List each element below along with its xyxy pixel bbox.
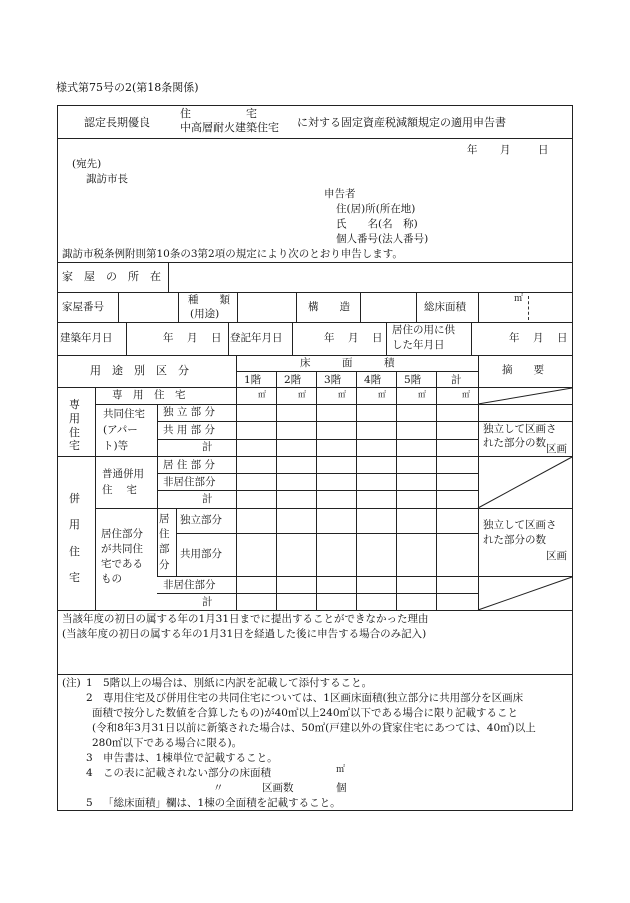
reason-line-1: 当該年度の初日の属する年の1月31日までに提出することができなかった理由 bbox=[62, 613, 429, 625]
remark-sections-1a: 独立して区画さ bbox=[483, 423, 557, 435]
build-date-year: 年 bbox=[163, 332, 174, 344]
remark-sections-2a: 独立して区画さ bbox=[483, 519, 557, 531]
floor-1-header: 1階 bbox=[244, 374, 262, 386]
exclusive-housing-label: 専用住宅 bbox=[69, 398, 80, 453]
shared-housing-label-3: ト)等 bbox=[103, 440, 129, 452]
floor-5-header: 5階 bbox=[404, 374, 422, 386]
independent-part-label: 独 立 部 分 bbox=[163, 406, 216, 418]
remark-sections-1b: れた部分の数 bbox=[483, 437, 546, 449]
mixed-shared-label-4: もの bbox=[101, 573, 122, 585]
form-number: 様式第75号の2(第18条関係) bbox=[56, 81, 199, 94]
title-prefix: 認定長期優良 bbox=[84, 116, 150, 129]
note-2-line-4: 280㎡以下である場合に限る)。 bbox=[92, 737, 243, 749]
build-date-month: 月 bbox=[187, 332, 198, 344]
note-4-ditto: 〃 bbox=[213, 782, 224, 794]
floor-area-header: 床 面 積 bbox=[300, 357, 395, 369]
remarks-header: 摘 要 bbox=[502, 364, 544, 376]
addressee-label: (宛先) bbox=[72, 158, 102, 170]
remark-sections-2b: れた部分の数 bbox=[483, 534, 546, 546]
note-1: 5階以上の場合は、別紙に内訳を記載して添付すること。 bbox=[103, 677, 373, 689]
note-2-line-2: 面積で按分した数値を合算したもの)が40㎡以上240㎡以下である場合に限り記載すること bbox=[92, 707, 518, 719]
note-2-line-1: 専用住宅及び併用住宅の共同住宅については、1区画床面積(独立部分に共用部分を区画床 bbox=[103, 692, 524, 704]
structure-label: 構 造 bbox=[308, 301, 350, 313]
unit-m2-3: ㎡ bbox=[338, 390, 346, 399]
ordinary-mixed-label-1: 普通併用 bbox=[102, 468, 144, 480]
common-part-label: 共 用 部 分 bbox=[163, 424, 216, 436]
applicant-label: 申告者 bbox=[324, 188, 356, 200]
kind-label: 種 類 bbox=[188, 294, 230, 306]
note-4: この表に記載されない部分の床面積 bbox=[103, 767, 271, 779]
reg-date-year: 年 bbox=[324, 332, 335, 344]
note-4-number: 4 bbox=[86, 767, 93, 779]
reg-date-day: 日 bbox=[372, 332, 383, 344]
note-4-sub: 区画数 bbox=[262, 782, 294, 794]
reg-date-label: 登記年月日 bbox=[230, 332, 283, 344]
date-month: 月 bbox=[500, 144, 511, 156]
applicant-number: 個人番号(法人番号) bbox=[336, 233, 429, 245]
ordinary-mixed-label-2: 住 宅 bbox=[102, 484, 137, 496]
declaration-text: 諏訪市税条例附則第10条の3第2項の規定により次のとおり申告します。 bbox=[62, 248, 403, 260]
total-area-label: 総床面積 bbox=[424, 301, 466, 313]
total-area-unit: ㎡ bbox=[514, 294, 524, 304]
non-residential-part-label: 非居住部分 bbox=[163, 476, 216, 488]
use-date-day: 日 bbox=[557, 332, 568, 344]
addressee-name: 諏訪市長 bbox=[86, 173, 128, 185]
shared-housing-label-1: 共同住宅 bbox=[103, 408, 145, 420]
floor-2-header: 2階 bbox=[284, 374, 302, 386]
use-date-label-2: した年月日 bbox=[392, 339, 445, 351]
remark-sections-2c: 区画 bbox=[546, 550, 567, 562]
applicant-name: 氏 名(名 称) bbox=[336, 218, 418, 230]
floor-total-header: 計 bbox=[451, 374, 462, 386]
note-2-number: 2 bbox=[86, 692, 93, 704]
title-option-highrise: 中高層耐火建築住宅 bbox=[180, 121, 279, 134]
kind-sub-label: (用途) bbox=[190, 308, 220, 320]
unit-m2-total: ㎡ bbox=[462, 390, 470, 399]
note-2-line-3: (令和8年3月31日以前に新築された場合は、50㎡(戸建以外の貸家住宅にあつては、40㎡)以上 bbox=[92, 722, 536, 734]
note-4-unit: ㎡ bbox=[336, 765, 346, 775]
build-date-label: 建築年月日 bbox=[60, 332, 113, 344]
ordinary-subtotal-label: 計 bbox=[202, 493, 213, 505]
date-day: 日 bbox=[538, 144, 549, 156]
use-date-month: 月 bbox=[533, 332, 544, 344]
exclusive-housing-row-label: 専 用 住 宅 bbox=[112, 389, 186, 401]
mixed-subtotal-label: 計 bbox=[202, 596, 213, 608]
unit-m2-2: ㎡ bbox=[298, 390, 306, 399]
title-option-residence: 住 宅 bbox=[180, 107, 257, 120]
date-year: 年 bbox=[467, 144, 478, 156]
non-residential-part-label-2: 非居住部分 bbox=[163, 579, 216, 591]
mixed-shared-label-2: が共同住 bbox=[101, 543, 143, 555]
note-5-number: 5 bbox=[86, 797, 93, 809]
mixed-shared-label-3: 宅である bbox=[101, 558, 143, 570]
applicant-address: 住(居)所(所在地) bbox=[336, 203, 416, 215]
title-suffix: に対する固定資産税減額規定の適用申告書 bbox=[297, 116, 506, 129]
reg-date-month: 月 bbox=[348, 332, 359, 344]
exclusive-subtotal-label: 計 bbox=[202, 441, 213, 453]
location-label: 家 屋 の 所 在 bbox=[62, 270, 161, 283]
remark-sections-1c: 区画 bbox=[546, 443, 567, 455]
note-4-unit-count: 個 bbox=[336, 782, 347, 794]
use-date-year: 年 bbox=[509, 332, 520, 344]
note-3: 申告書は、1棟単位で記載すること。 bbox=[103, 752, 278, 764]
notes-label: (注) bbox=[62, 677, 81, 689]
mixed-shared-label-1: 居住部分 bbox=[101, 528, 143, 540]
house-number-label: 家屋番号 bbox=[62, 301, 104, 313]
shared-housing-label-2: (アパー bbox=[103, 424, 138, 436]
note-3-number: 3 bbox=[86, 752, 93, 764]
build-date-day: 日 bbox=[211, 332, 222, 344]
floor-3-header: 3階 bbox=[324, 374, 342, 386]
unit-m2-5: ㎡ bbox=[418, 390, 426, 399]
residential-part-label: 居 住 部 分 bbox=[163, 459, 216, 471]
floor-4-header: 4階 bbox=[364, 374, 382, 386]
use-date-label-1: 居住の用に供 bbox=[392, 324, 455, 336]
mixed-housing-label: 併用住宅 bbox=[69, 492, 80, 585]
unit-m2-4: ㎡ bbox=[378, 390, 386, 399]
residential-vertical-label: 居住部分 bbox=[159, 513, 170, 571]
unit-m2-1: ㎡ bbox=[258, 390, 266, 399]
reason-line-2: (当該年度の初日の属する年の1月31日を経過した後に申告する場合のみ記入) bbox=[62, 628, 427, 640]
independent-part-label-2: 独立部分 bbox=[180, 514, 222, 526]
note-1-number: 1 bbox=[86, 677, 93, 689]
common-part-label-2: 共用部分 bbox=[180, 548, 222, 560]
note-5: 「総床面積」欄は、1棟の全面積を記載すること。 bbox=[103, 797, 341, 809]
use-class-header: 用 途 別 区 分 bbox=[90, 364, 189, 377]
